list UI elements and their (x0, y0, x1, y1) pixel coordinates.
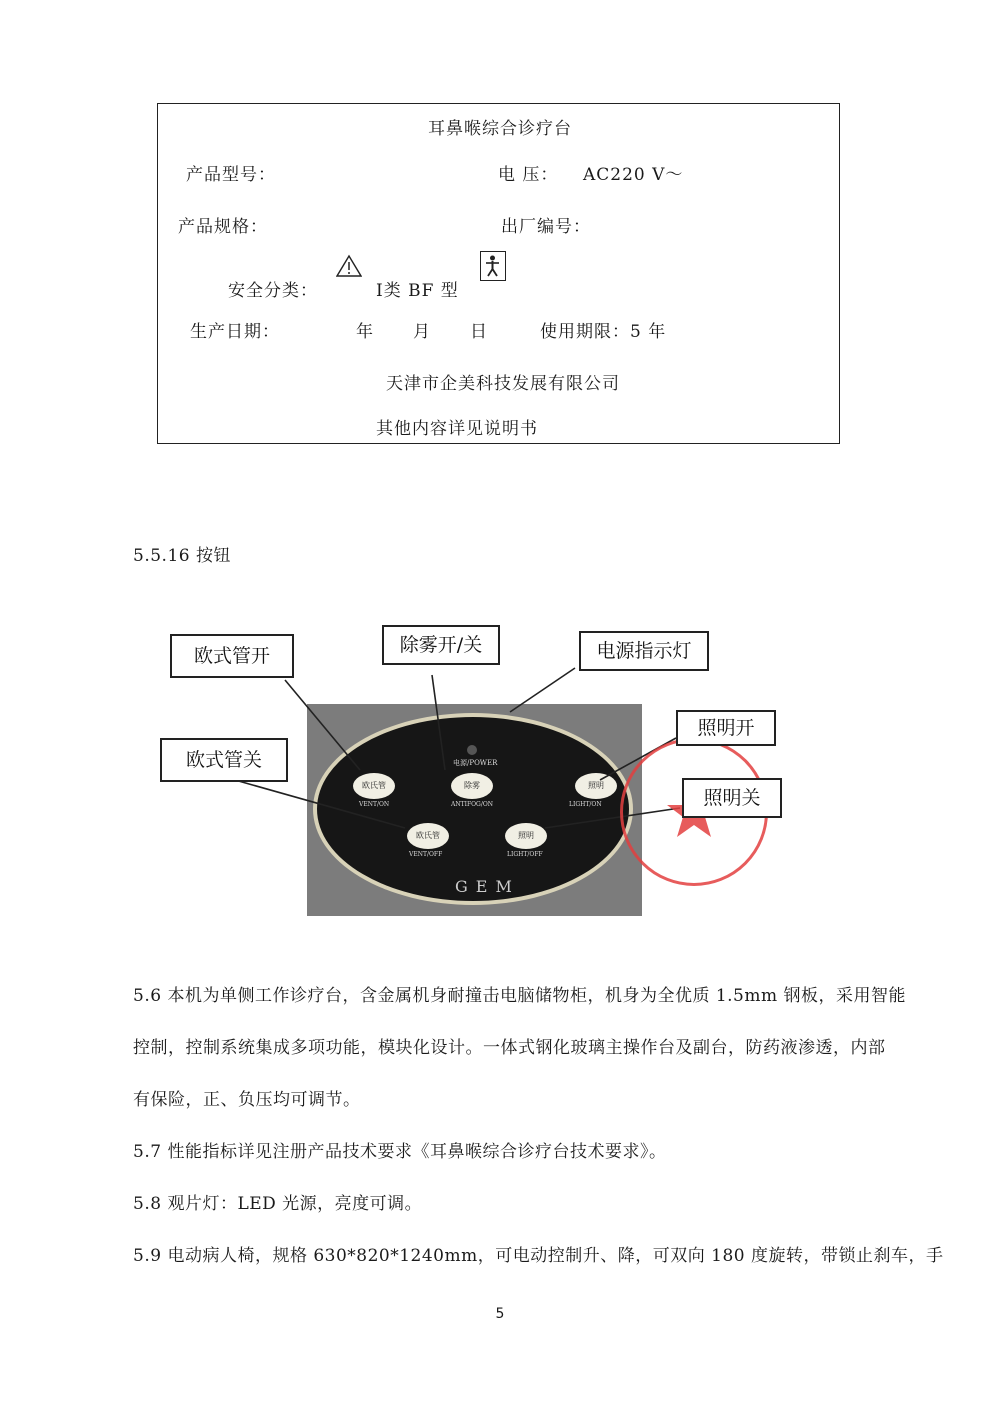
light-off-caption: LIGHT/OFF (507, 851, 543, 858)
safety-value: Ⅰ类 BF 型 (376, 281, 459, 301)
light-off-button[interactable]: 照明 (505, 823, 547, 849)
label-note: 其他内容详见说明书 (376, 419, 538, 439)
vent-off-button[interactable]: 欧氏管 (407, 823, 449, 849)
paragraph-5-7: 5.7 性能指标详见注册产品技术要求《耳鼻喉综合诊疗台技术要求》。 (133, 1142, 667, 1162)
safety-label: 安全分类： (228, 281, 318, 301)
callout-vent-off: 欧式管关 (160, 738, 288, 782)
paragraph-5-6-line-1: 5.6 本机为单侧工作诊疗台，含金属机身耐撞击电脑储物柜，机身为全优质 1.5mm 钢板，采用智能 (133, 986, 907, 1006)
paragraph-5-6-line-3: 有保险，正、负压均可调节。 (133, 1090, 361, 1110)
callout-light-on: 照明开 (676, 710, 776, 746)
page-number: 5 (495, 1306, 505, 1322)
antifog-button[interactable]: 除雾 (451, 773, 493, 799)
label-title: 耳鼻喉综合诊疗台 (428, 119, 572, 139)
vent-off-caption: VENT/OFF (409, 851, 443, 858)
voltage-label: 电 压： (498, 165, 559, 185)
paragraph-5-6-line-2: 控制，控制系统集成多项功能，模块化设计。一体式钢化玻璃主操作台及副台，防药液渗透，内部 (133, 1038, 886, 1058)
paragraph-5-9: 5.9 电动病人椅，规格 630*820*1240mm，可电动控制升、降，可双向 180 度旋转，带锁止刹车，手 (133, 1246, 944, 1266)
callout-power-light: 电源指示灯 (579, 631, 709, 671)
serial-label: 出厂编号： (501, 217, 591, 237)
callout-light-off: 照明关 (682, 778, 782, 818)
spec-label: 产品规格： (178, 217, 268, 237)
callout-vent-on: 欧式管开 (170, 634, 294, 678)
model-label: 产品型号： (186, 165, 276, 185)
power-caption: 电源/POWER (453, 759, 498, 767)
vent-on-button[interactable]: 欧氏管 (353, 773, 395, 799)
callout-antifog: 除雾开/关 (382, 625, 500, 665)
antifog-caption: ANTIFOG/ON (451, 801, 494, 808)
date-year: 年 (356, 322, 374, 342)
vent-on-caption: VENT/ON (359, 801, 390, 808)
lifetime: 使用期限：5 年 (540, 322, 667, 342)
date-label: 生产日期： (190, 322, 280, 342)
company-name: 天津市企美科技发展有限公司 (386, 374, 620, 394)
brand-logo: GEM (455, 877, 520, 896)
light-on-button[interactable]: 照明 (575, 773, 617, 799)
voltage-value: AC220 V～ (583, 165, 684, 185)
paragraph-5-8: 5.8 观片灯：LED 光源，亮度可调。 (133, 1194, 423, 1214)
date-month: 月 (413, 322, 431, 342)
section-heading-buttons: 5.5.16 按钮 (133, 546, 231, 566)
light-on-caption: LIGHT/ON (569, 801, 602, 808)
date-day: 日 (470, 322, 488, 342)
